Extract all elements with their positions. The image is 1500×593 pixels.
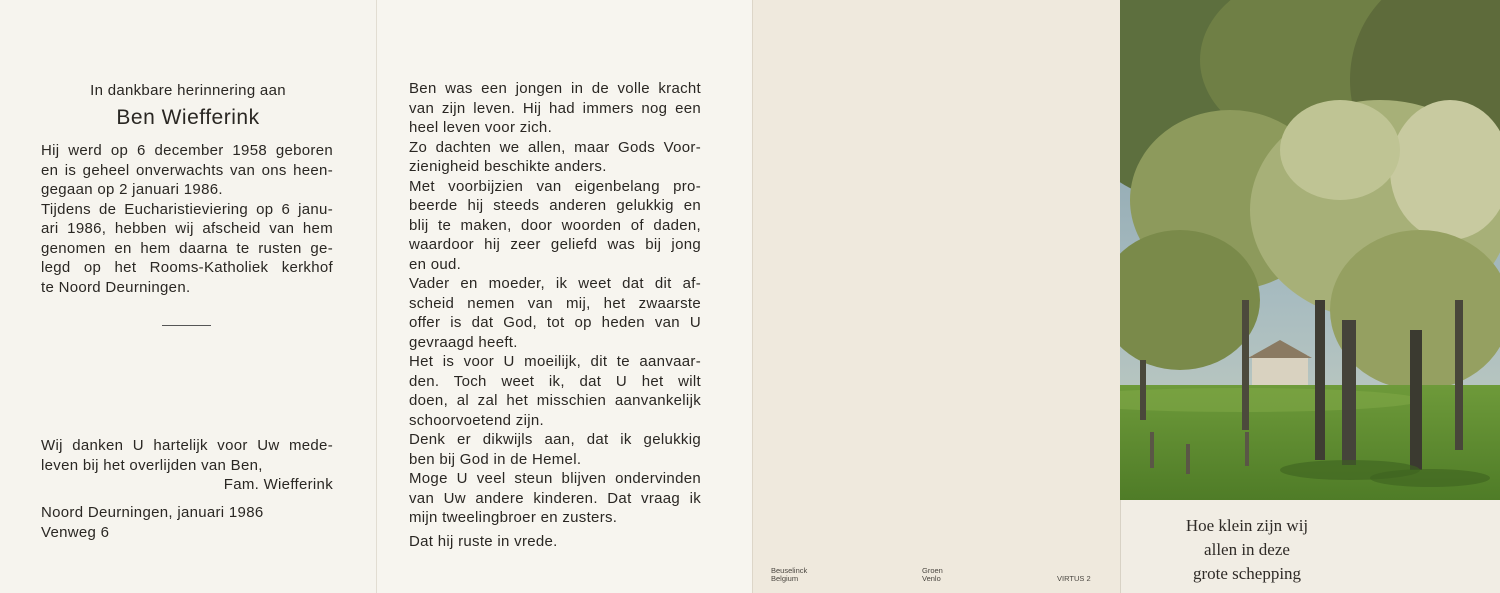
divider-line (162, 325, 211, 326)
bio-line: legd op het Rooms-Katholiek kerkhof (41, 259, 333, 276)
tribute-line: en oud. (409, 255, 462, 273)
cover-caption (1120, 514, 1374, 586)
tribute-line: Vader en moeder, ik weet dat dit af- (409, 275, 701, 292)
printer-name: Groen (922, 566, 943, 575)
caption-line: allen in deze (1204, 540, 1290, 559)
tribute-line: scheid nemen van mij, het zwaarste (409, 294, 701, 312)
tribute-line: ben bij God in de Hemel. (409, 450, 582, 468)
tribute-line: blij te maken, door woorden of daden, (409, 216, 701, 234)
landscape-photo (1120, 0, 1500, 500)
tribute-text (409, 79, 701, 551)
tribute-line: doen, al zal het misschien aanvankelijk (409, 392, 701, 409)
bio-line: te Noord Deurningen. (41, 278, 191, 296)
tribute-line: Moge U veel steun blijven ondervinden (409, 470, 701, 487)
tribute-line: heel leven voor zich. (409, 119, 553, 136)
deceased-name: Ben Wiefferink (116, 106, 260, 129)
thanks-line: leven bij het overlijden van Ben, (41, 456, 263, 474)
printer-mark-groen (922, 567, 943, 583)
tribute-line: Met voorbijzien van eigenbelang pro- (409, 177, 701, 195)
place-and-address (41, 503, 333, 542)
tribute-line: Ben was een jongen in de volle kracht (409, 80, 701, 97)
bio-line: Tijdens de Eucharistieviering op 6 janu- (41, 200, 333, 218)
tribute-line: den. Toch weet ik, dat U het wilt (409, 372, 701, 390)
printer-mark-virtus: VIRTUS 2 (1057, 574, 1091, 583)
family-signature: Fam. Wiefferink (223, 476, 333, 493)
printer-country: Belgium (771, 574, 799, 583)
tribute-line: van zijn leven. Hij had immers nog een (409, 99, 701, 117)
bio-line: ari 1986, hebben wij afscheid van hem (41, 220, 333, 237)
tribute-line: schoorvoetend zijn. (409, 411, 544, 429)
middle-panel (376, 0, 752, 593)
place-date: Noord Deurningen, januari 1986 (41, 504, 264, 521)
blank-inner-panel (752, 0, 1120, 593)
bio-line: gegaan op 2 januari 1986. (41, 181, 223, 198)
tribute-line: Zo dachten we allen, maar Gods Voor- (409, 138, 701, 156)
tribute-line: gevraagd heeft. (409, 333, 518, 351)
bio-line: Hij werd op 6 december 1958 geboren (41, 142, 333, 159)
address: Venweg 6 (41, 523, 110, 541)
fold-line (752, 0, 753, 593)
bio-line: genomen en hem daarna te rusten ge- (41, 239, 333, 257)
caption-line: Hoe klein zijn wij (1185, 516, 1309, 535)
left-panel (0, 0, 376, 593)
memorial-intro: In dankbare herinnering aan (90, 82, 286, 99)
tribute-line: mijn tweelingbroer en zusters. (409, 509, 618, 526)
caption-line: grote schepping (1192, 564, 1302, 583)
tribute-line: offer is dat God, tot op heden van U (409, 314, 701, 331)
printer-mark-beuselinck (771, 567, 807, 583)
tribute-line: waardoor hij zeer geliefd was bij jong (409, 236, 701, 253)
tribute-line: zienigheid beschikte anders. (409, 158, 607, 175)
thanks-line: Wij danken U hartelijk voor Uw mede- (41, 437, 333, 454)
closing-line: Dat hij ruste in vrede. (409, 532, 558, 550)
printer-city: Venlo (922, 574, 941, 583)
fold-line (376, 0, 377, 593)
tribute-line: Denk er dikwijls aan, dat ik gelukkig (409, 431, 701, 448)
thanks-message (41, 436, 333, 495)
tribute-line: beerde hij steeds anderen gelukkig en (409, 197, 701, 214)
bio-line: en is geheel onverwachts van ons heen- (41, 161, 333, 179)
tribute-line: Het is voor U moeilijk, dit te aanvaar- (409, 353, 701, 370)
tribute-line: van Uw andere kinderen. Dat vraag ik (409, 489, 701, 507)
printer-name: Beuselinck (771, 566, 808, 575)
biography (41, 141, 333, 297)
